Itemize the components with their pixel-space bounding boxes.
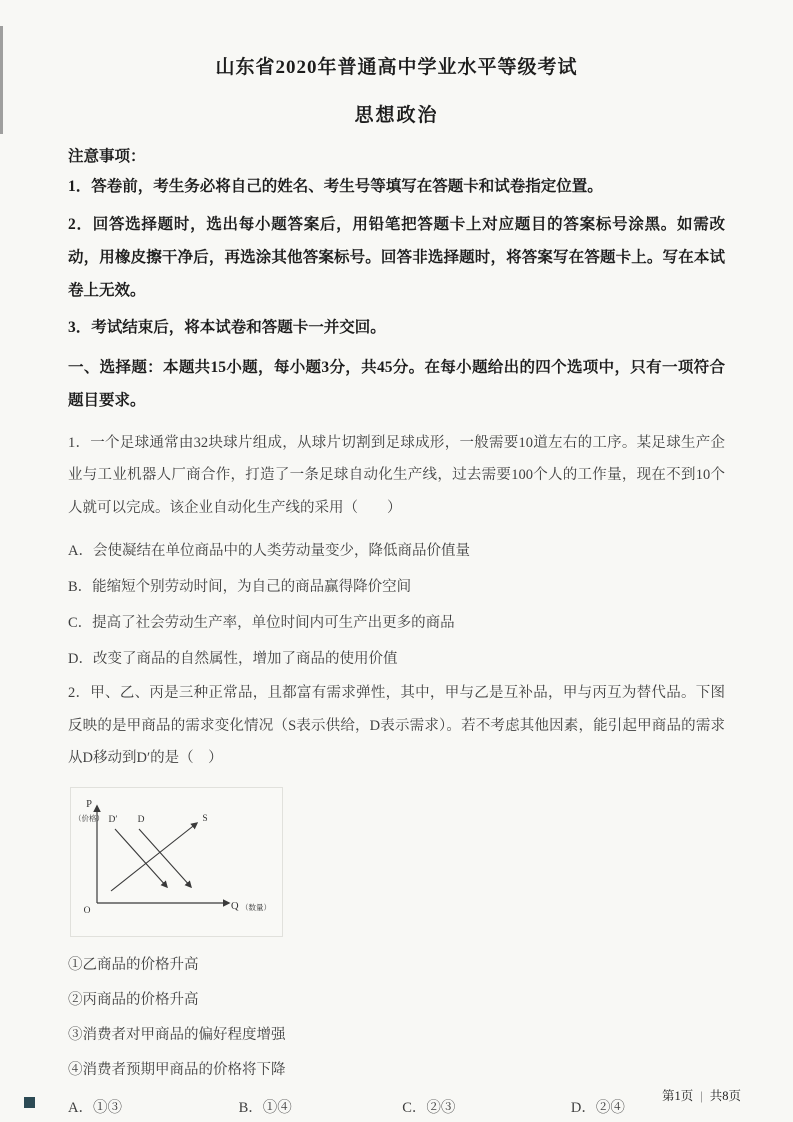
section-heading: 一、选择题：本题共15小题，每小题3分，共45分。在每小题给出的四个选项中，只有一项符合题目要求。 [68, 359, 725, 410]
question-2-choice-b: B．①④ [238, 1099, 292, 1116]
question-1-option-c: C．提高了社会劳动生产率，单位时间内可生产出更多的商品 [68, 615, 455, 632]
question-2-statement-1: ①乙商品的价格升高 [68, 956, 199, 973]
supply-curve-line [111, 823, 197, 891]
page-footer [662, 1086, 741, 1104]
question-1-stem: 1．一个足球通常由32块球片组成，从球片切割到足球成形，一般需要10道左右的工序。某足球生产企业与工业机器人厂商合作，打造了一条足球自动化生产线，过去需要100个人的工作量，现在不到10个人就可以完成。该企业自动化生产线的采用（ ） [68, 435, 725, 516]
scan-artifact-corner-mark [24, 1097, 35, 1108]
question-2-statement-3: ③消费者对甲商品的偏好程度增强 [68, 1026, 286, 1043]
question-2-choice-a: A．①③ [68, 1099, 122, 1116]
exam-subject: 思想政治 [354, 105, 439, 126]
notice-item-3: 3．考试结束后，将本试卷和答题卡一并交回。 [68, 319, 386, 337]
origin-label: O [83, 905, 91, 916]
demand-shifted-label: D′ [108, 814, 118, 825]
demand-curve-shifted-line [115, 829, 167, 887]
question-1-option-b: B．能缩短个别劳动时间，为自己的商品赢得降价空间 [68, 579, 412, 596]
footer-page-number: 第1页 [661, 1089, 694, 1103]
question-2-choice-d: D．②④ [570, 1099, 625, 1116]
question-2-statement-2: ②丙商品的价格升高 [68, 991, 199, 1008]
supply-demand-graph [73, 791, 278, 929]
question-2-statement-4: ④消费者预期甲商品的价格将下降 [68, 1061, 286, 1078]
demand-label: D [137, 814, 145, 825]
notice-heading: 注意事项： [68, 148, 146, 165]
price-axis-sublabel: （价格） [74, 813, 104, 823]
supply-demand-figure [70, 787, 283, 937]
exam-title: 山东省2020年普通高中学业水平等级考试 [215, 57, 578, 78]
quantity-axis-label: Q [231, 900, 239, 912]
question-1-option-a: A．会使凝结在单位商品中的人类劳动量变少，降低商品价值量 [68, 543, 470, 560]
question-2-choice-c: C．②③ [402, 1099, 456, 1116]
footer-separator: | [700, 1089, 703, 1103]
footer-total-pages: 共8页 [709, 1089, 741, 1103]
notice-item-2: 2．回答选择题时，选出每小题答案后，用铅笔把答题卡上对应题目的答案标号涂黑。如需改动，用橡皮擦干净后，再选涂其他答案标号。回答非选择题时，将答案写在答题卡上。写在本试卷上无效。 [68, 215, 725, 299]
demand-curve-line [139, 829, 191, 887]
quantity-axis-sublabel: （数量） [241, 902, 271, 912]
scan-artifact-left-edge [0, 26, 3, 134]
notice-item-1: 1．答卷前，考生务必将自己的姓名、考生号等填写在答题卡和试卷指定位置。 [68, 178, 603, 195]
question-2-stem: 2．甲、乙、丙是三种正常品，且都富有需求弹性，其中，甲与乙是互补品，甲与丙互为替代品。下图反映的是甲商品的需求变化情况（S表示供给，D表示需求）。若不考虑其他因素，能引起甲商品的需求从D移动到D′的是（ ） [68, 685, 725, 767]
question-2-choices-row [68, 1096, 725, 1117]
price-axis-label: P [86, 798, 92, 810]
question-1-option-d: D．改变了商品的自然属性，增加了商品的使用价值 [68, 651, 398, 668]
supply-label: S [202, 813, 208, 824]
